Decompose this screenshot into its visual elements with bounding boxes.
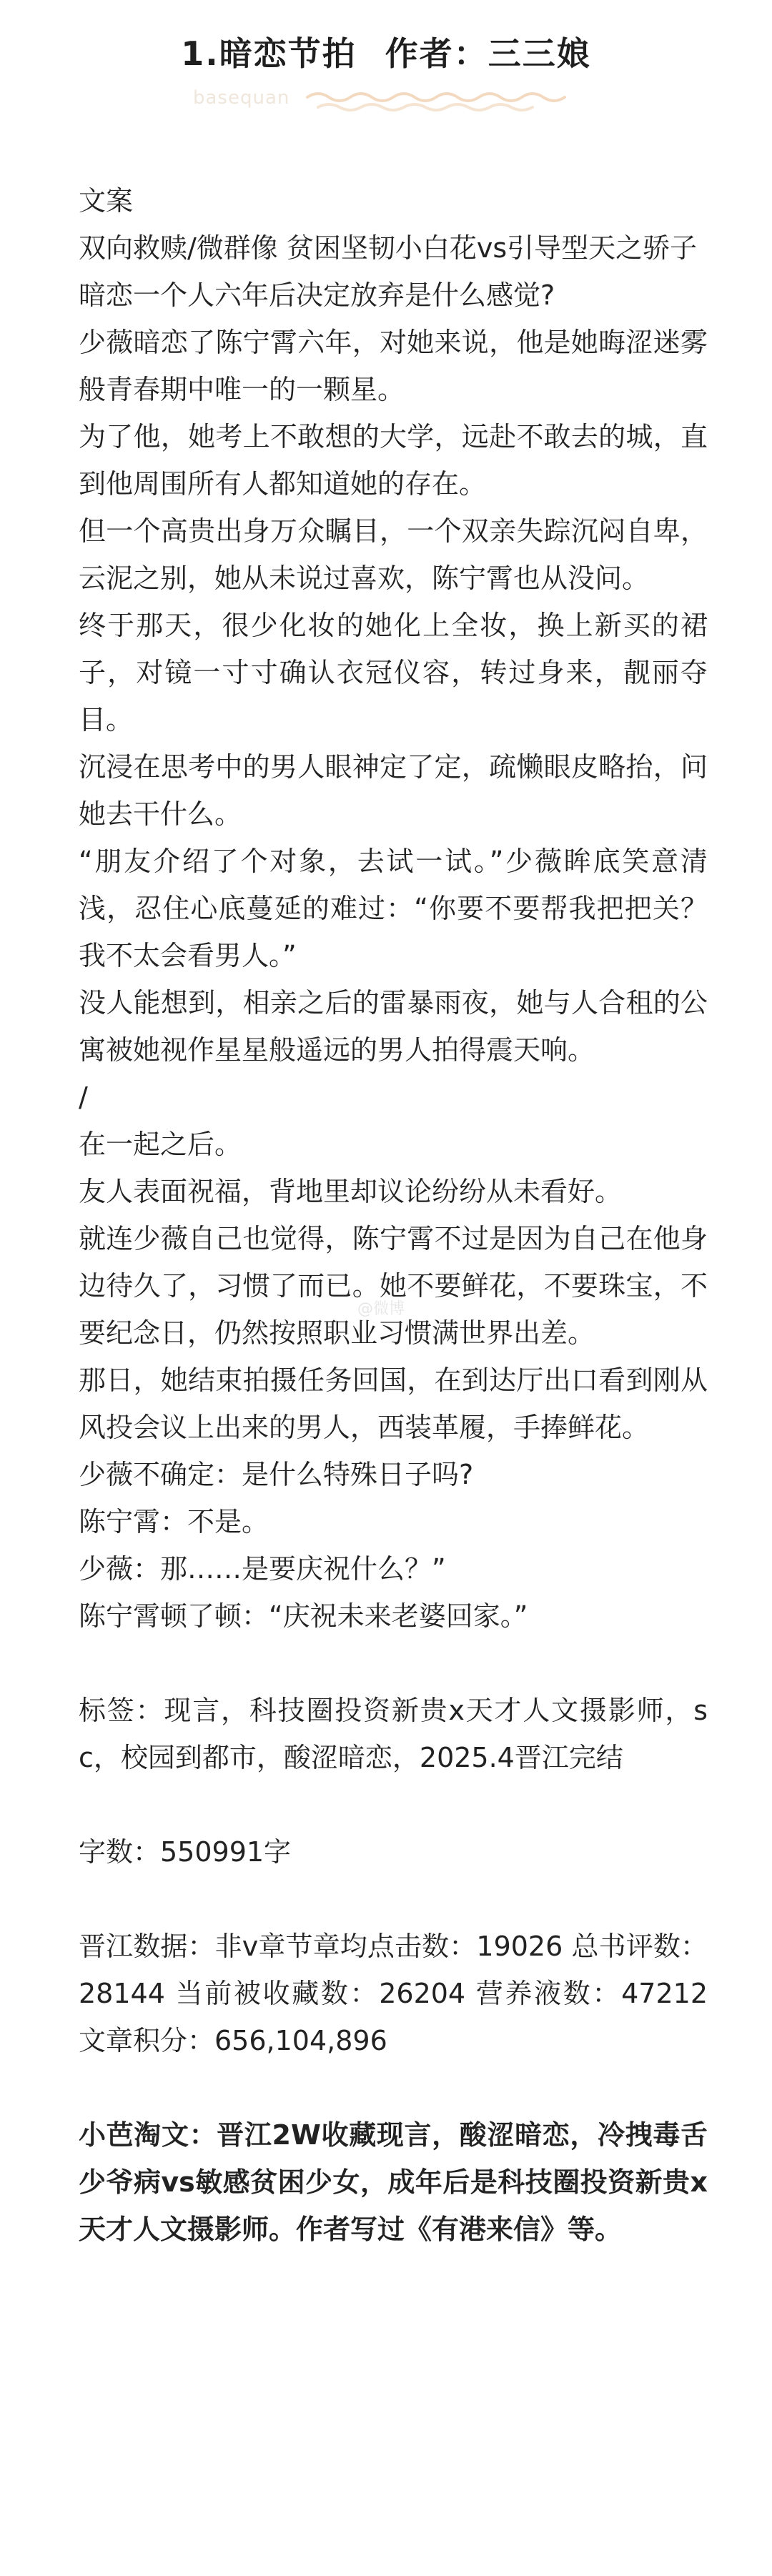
spacer xyxy=(79,2064,708,2111)
recommendation: 小芭淘文：晋江2W收藏现言，酸涩暗恋，冷拽毒舌少爷病vs敏感贫困少女，成年后是科技圈投资新贵x天才人文摄影师。作者写过《有港来信》等。 xyxy=(79,2119,708,2245)
wordcount-line: 字数：550991字 xyxy=(79,1836,292,1868)
spacer xyxy=(79,1640,708,1687)
title-decoration xyxy=(193,86,579,114)
separator: / xyxy=(79,1081,88,1113)
paragraph: 少薇暗恋了陈宁霄六年，对她来说，他是她晦涩迷雾般青春期中唯一的一颗星。 xyxy=(79,327,708,405)
title-author: 作者：三三娘 xyxy=(385,34,591,73)
paragraph: 陈宁霄顿了顿：“庆祝未来老婆回家。” xyxy=(79,1600,528,1632)
spacer xyxy=(79,1781,708,1828)
paragraph: 终于那天，很少化妆的她化上全妆，换上新买的裙子，对镜一寸寸确认衣冠仪容，转过身来，靓丽夺目。 xyxy=(79,610,708,735)
paragraph: 友人表面祝福，背地里却议论纷纷从未看好。 xyxy=(79,1176,623,1207)
title-book: 1.暗恋节拍 xyxy=(181,34,357,73)
weibo-watermark: @微博 xyxy=(357,1300,405,1318)
spacer xyxy=(79,1876,708,1923)
paragraph: 就连少薇自己也觉得，陈宁霄不过是因为自己在他身边待久了，习惯了而已。她不要鲜花，不要珠宝，不要纪念日，仍然按照职业习惯满世界出差。 xyxy=(79,1223,708,1349)
paragraph: 沉浸在思考中的男人眼神定了定，疏懒眼皮略抬，问她去干什么。 xyxy=(79,751,708,830)
paragraph: 没人能想到，相亲之后的雷暴雨夜，她与人合租的公寓被她视作星星般遥远的男人拍得震天响。 xyxy=(79,987,708,1066)
paragraph: “朋友介绍了个对象，去试一试。”少薇眸底笑意清浅，忍住心底蔓延的难过：“你要不要帮我把把关？我不太会看男人。” xyxy=(79,846,708,971)
paragraph: 双向救赎/微群像 贫困坚韧小白花vs引导型天之骄子 xyxy=(79,232,698,264)
page-title xyxy=(0,29,772,79)
stats-line: 晋江数据：非v章节章均点击数：19026 总书评数：28144 当前被收藏数：26204 营养液数：47212 文章积分：656,104,896 xyxy=(79,1931,708,2056)
paragraph: 那日，她结束拍摄任务回国，在到达厅出口看到刚从风投会议上出来的男人，西装革履，手捧鲜花。 xyxy=(79,1364,708,1443)
tags-line: 标签：现言，科技圈投资新贵x天才人文摄影师，sc，校园到都市，酸涩暗恋，2025.4晋江完结 xyxy=(79,1695,708,1773)
paragraph: 陈宁霄：不是。 xyxy=(79,1506,269,1537)
header xyxy=(0,29,772,79)
paragraph: 文案 xyxy=(79,185,134,217)
paragraph: 暗恋一个人六年后决定放弃是什么感觉? xyxy=(79,279,555,311)
paragraph: 为了他，她考上不敢想的大学，远赴不敢去的城，直到他周围所有人都知道她的存在。 xyxy=(79,421,708,500)
paragraph: 但一个高贵出身万众瞩目，一个双亲失踪沉闷自卑，云泥之别，她从未说过喜欢，陈宁霄也从没问。 xyxy=(79,515,708,594)
watermark-text: basequan xyxy=(193,87,290,109)
paragraph: 少薇：那……是要庆祝什么？” xyxy=(79,1553,446,1585)
paragraph: 少薇不确定：是什么特殊日子吗? xyxy=(79,1459,474,1490)
paragraph: 在一起之后。 xyxy=(79,1129,242,1160)
article-body xyxy=(79,177,708,2253)
